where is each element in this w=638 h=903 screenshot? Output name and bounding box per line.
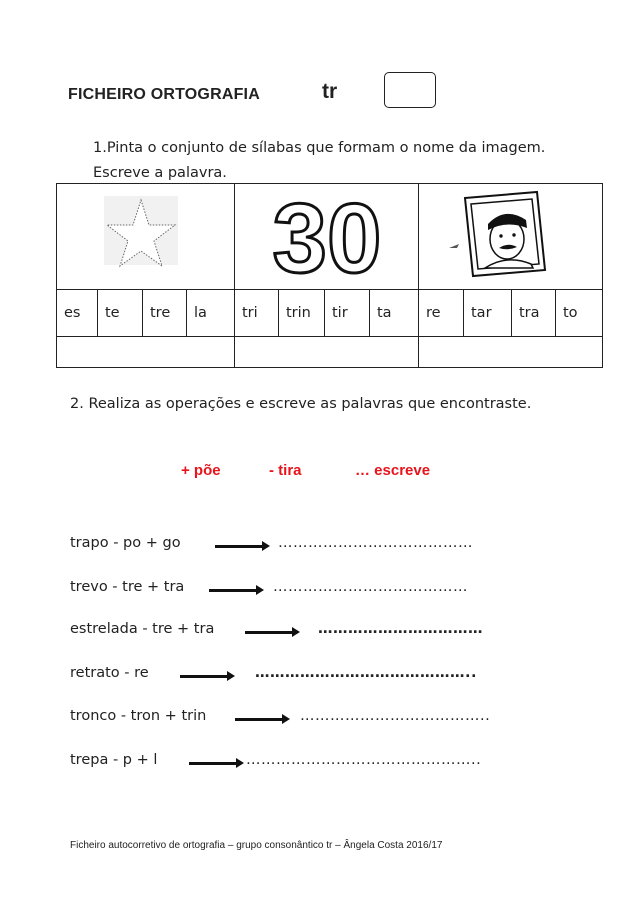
star-icon [57,184,235,285]
answer-line[interactable]: ……………………………………….. [246,752,482,768]
arrow-icon [189,762,241,765]
answer-cell-portrait[interactable] [419,337,603,368]
syllable-cell[interactable]: es [57,290,98,337]
syllable-cell[interactable]: re [419,290,464,337]
answer-cell-number[interactable] [235,337,419,368]
syllable-cell[interactable]: to [556,290,603,337]
syllable-cell[interactable]: trin [279,290,325,337]
legend-remove: - tira [269,462,302,479]
operation-expression: trapo - po + go [70,535,181,551]
grade-box[interactable] [384,72,436,108]
syllable-cell[interactable]: tre [143,290,187,337]
image-cell-portrait [419,184,603,290]
arrow-icon [245,631,297,634]
syllable-cell[interactable]: la [187,290,235,337]
legend-write: … escreve [355,462,431,479]
page-footer: Ficheiro autocorretivo de ortografia – grupo consonântico tr – Ângela Costa 2016/17 [70,840,443,851]
answer-cell-star[interactable] [57,337,235,368]
exercise2-instruction: 2. Realiza as operações e escreve as palavras que encontraste. [70,396,532,412]
syllable-cell[interactable]: tir [325,290,370,337]
operation-expression: retrato - re [70,665,149,681]
syllable-cell[interactable]: tra [512,290,556,337]
image-cell-star [57,184,235,290]
answer-line[interactable]: …………………………………….. [255,665,478,681]
syllable-row [57,290,603,337]
operation-expression: trepa - p + l [70,752,158,768]
syllable-cell[interactable]: ta [370,290,419,337]
number-30-text: 30 [272,184,382,285]
operation-expression: tronco - tron + trin [70,708,207,724]
image-cell-number [235,184,419,290]
syllable-table [56,183,603,368]
legend-add: + põe [181,462,221,479]
number-30-image [235,184,419,285]
answer-line[interactable]: ……………………………….. [300,708,491,724]
answer-line[interactable]: ………………………………… [278,535,473,551]
answer-row [57,337,603,368]
arrow-icon [180,675,232,678]
portrait-frame-image [419,184,603,285]
syllable-cell[interactable]: te [98,290,143,337]
operation-expression: estrelada - tre + tra [70,621,215,637]
arrow-icon [235,718,287,721]
answer-line[interactable]: ………………………………… [273,579,468,595]
arrow-icon [209,589,261,592]
syllable-cell[interactable]: tri [235,290,279,337]
syllable-cell[interactable]: tar [464,290,512,337]
arrow-icon [215,545,267,548]
operation-expression: trevo - tre + tra [70,579,185,595]
exercise1-instruction: 1.Pinta o conjunto de sílabas que formam o nome da imagem. Escreve a palavra. [93,140,546,181]
title-consonant-group: tr [322,80,338,103]
answer-line[interactable]: …………………………… [318,621,483,637]
page-title: FICHEIRO ORTOGRAFIA [68,86,260,103]
